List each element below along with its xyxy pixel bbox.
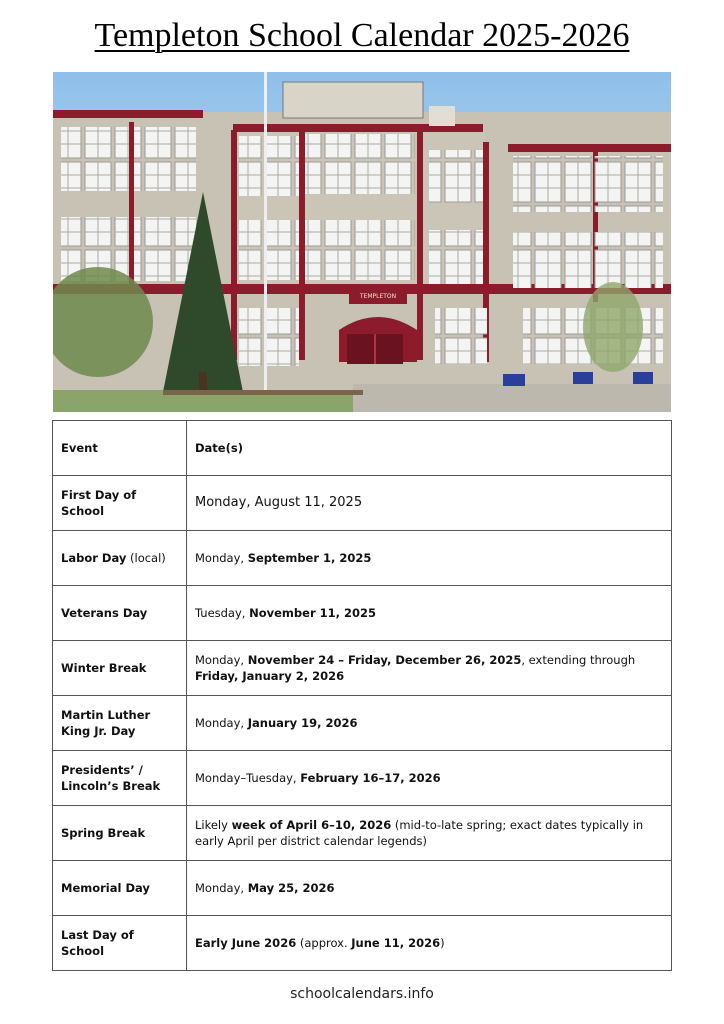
date-bold-segment: January 19, 2026: [247, 716, 358, 730]
date-bold-segment: Early June 2026: [195, 936, 297, 950]
calendar-table: [52, 420, 672, 971]
table-row: [53, 696, 672, 751]
event-cell: [53, 586, 187, 641]
footer-source: schoolcalendars.info: [290, 986, 434, 1002]
date-bold-segment: June 11, 2026: [351, 936, 441, 950]
date-bold-segment: September 1, 2025: [247, 551, 372, 565]
event-name: Winter Break: [61, 661, 147, 675]
date-cell: [187, 861, 672, 916]
header-event: Event: [53, 421, 187, 476]
event-cell: [53, 641, 187, 696]
date-segment: Tuesday,: [195, 606, 250, 620]
event-cell: [53, 806, 187, 861]
date-bold-segment: November 11, 2025: [249, 606, 377, 620]
date-segment: Monday–Tuesday,: [195, 771, 301, 785]
date-cell: [187, 531, 672, 586]
table-row: [53, 806, 672, 861]
date-cell: [187, 916, 672, 971]
table-row: [53, 751, 672, 806]
event-cell: [53, 751, 187, 806]
date-segment: Monday, August 11, 2025: [195, 495, 363, 510]
date-segment: Monday,: [195, 551, 248, 565]
date-cell: [187, 806, 672, 861]
event-cell: [53, 916, 187, 971]
date-bold-segment: May 25, 2026: [247, 881, 335, 895]
page-title: Templeton School Calendar 2025-2026: [94, 17, 630, 54]
event-name: Labor Day: [61, 551, 127, 565]
table-row: [53, 586, 672, 641]
date-cell: [187, 476, 672, 531]
date-segment: ): [440, 936, 445, 950]
date-segment: Monday,: [195, 881, 248, 895]
date-segment: Likely: [195, 818, 232, 832]
event-note: (local): [126, 551, 166, 565]
table-header-row: [53, 421, 672, 476]
date-bold-segment: week of April 6–10, 2026: [231, 818, 392, 832]
event-name: Memorial Day: [61, 881, 150, 895]
table-row: [53, 531, 672, 586]
event-name: Presidents’ / Lincoln’s Break: [61, 763, 161, 793]
event-name: Veterans Day: [61, 606, 148, 620]
event-cell: [53, 531, 187, 586]
date-cell: [187, 751, 672, 806]
date-cell: [187, 696, 672, 751]
table-row: [53, 476, 672, 531]
date-segment: Monday,: [195, 653, 248, 667]
school-photo: [53, 72, 671, 412]
date-segment: (mid-to-late spring; exact dates typically in early April per district calendar legends): [195, 818, 644, 848]
date-bold-segment: February 16–17, 2026: [300, 771, 441, 785]
event-name: Spring Break: [61, 826, 146, 840]
date-segment: Monday,: [195, 716, 248, 730]
date-bold-segment: Friday, January 2, 2026: [195, 669, 345, 683]
event-cell: [53, 861, 187, 916]
table-row: [53, 861, 672, 916]
date-segment: , extending through: [521, 653, 636, 667]
event-cell: [53, 476, 187, 531]
event-name: Martin Luther King Jr. Day: [61, 708, 151, 738]
date-bold-segment: November 24 – Friday, December 26, 2025: [247, 653, 522, 667]
event-name: First Day of School: [61, 488, 137, 518]
date-segment: (approx.: [296, 936, 352, 950]
sign-text: TEMPLETON: [359, 293, 397, 300]
header-dates: Date(s): [187, 421, 672, 476]
date-cell: [187, 641, 672, 696]
date-cell: [187, 586, 672, 641]
table-row: [53, 641, 672, 696]
event-cell: [53, 696, 187, 751]
table-row: [53, 916, 672, 971]
event-name: Last Day of School: [61, 928, 134, 958]
